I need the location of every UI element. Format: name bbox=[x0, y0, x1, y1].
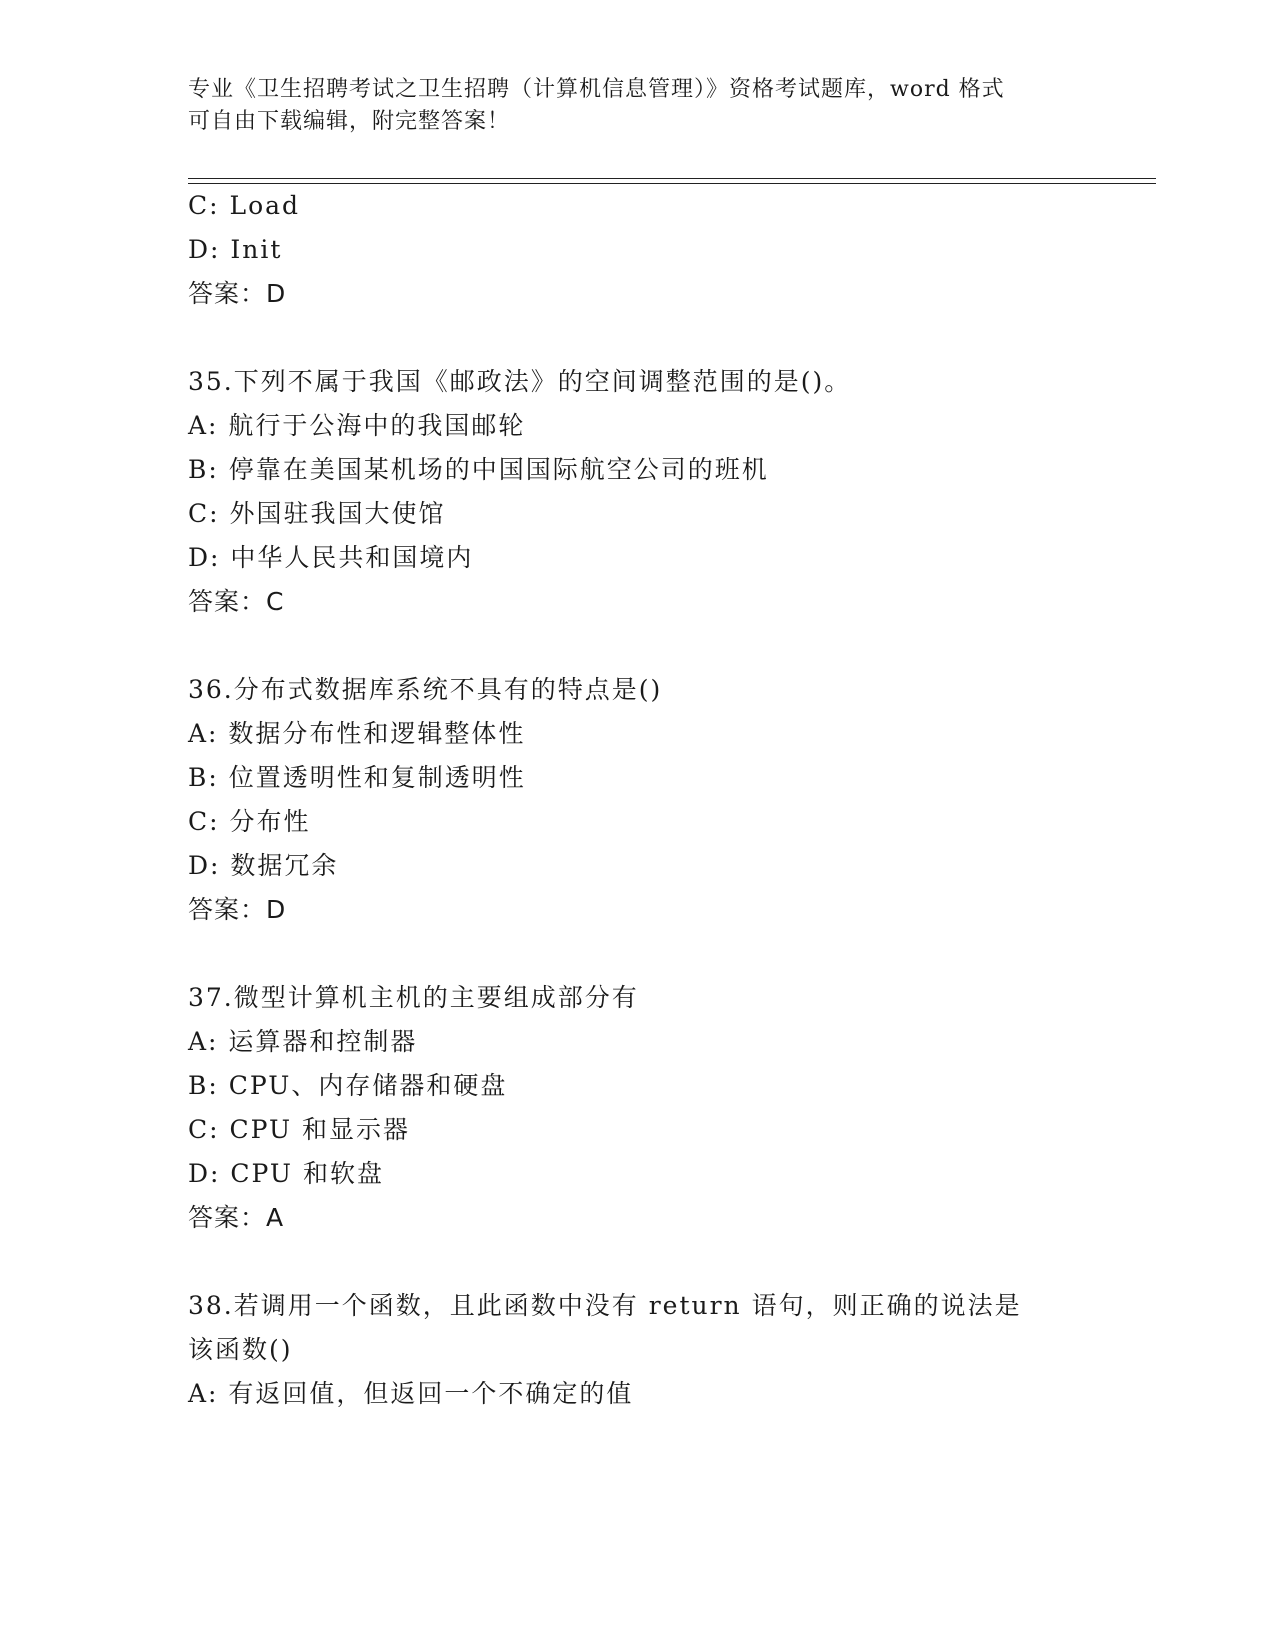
q37-option-a: A: 运算器和控制器 bbox=[188, 1027, 418, 1056]
q38-stem-line-2: 该函数() bbox=[188, 1335, 293, 1364]
q37-option-d: D: CPU 和软盘 bbox=[188, 1159, 384, 1188]
q34-answer: 答案：D bbox=[188, 279, 287, 308]
header-divider-bottom bbox=[188, 183, 1156, 184]
q38-option-a: A: 有返回值，但返回一个不确定的值 bbox=[188, 1379, 634, 1408]
q36-stem: 36.分布式数据库系统不具有的特点是() bbox=[188, 675, 663, 704]
q36-option-d: D: 数据冗余 bbox=[188, 851, 339, 880]
q35-stem: 35.下列不属于我国《邮政法》的空间调整范围的是()。 bbox=[188, 367, 852, 396]
q34-option-d: D: Init bbox=[188, 235, 283, 264]
q36-answer: 答案：D bbox=[188, 895, 287, 924]
q35-option-a: A: 航行于公海中的我国邮轮 bbox=[188, 411, 526, 440]
q37-stem: 37.微型计算机主机的主要组成部分有 bbox=[188, 983, 639, 1012]
q37-option-b: B: CPU、内存储器和硬盘 bbox=[188, 1071, 508, 1100]
q38-stem-line-1: 38.若调用一个函数，且此函数中没有 return 语句，则正确的说法是 bbox=[188, 1291, 1022, 1320]
q35-option-d: D: 中华人民共和国境内 bbox=[188, 543, 474, 572]
header-line-2: 可自由下载编辑，附完整答案！ bbox=[188, 109, 511, 134]
q35-answer: 答案：C bbox=[188, 587, 285, 616]
q35-option-b: B: 停靠在美国某机场的中国国际航空公司的班机 bbox=[188, 455, 769, 484]
q37-option-c: C: CPU 和显示器 bbox=[188, 1115, 411, 1144]
header-line-1: 专业《卫生招聘考试之卫生招聘（计算机信息管理）》资格考试题库，word 格式 bbox=[188, 77, 1005, 102]
q34-option-c: C: Load bbox=[188, 191, 301, 220]
document-header bbox=[188, 74, 1088, 138]
q37-answer: 答案：A bbox=[188, 1203, 285, 1232]
q36-option-c: C: 分布性 bbox=[188, 807, 311, 836]
q36-option-b: B: 位置透明性和复制透明性 bbox=[188, 763, 526, 792]
header-divider-top bbox=[188, 178, 1156, 179]
q36-option-a: A: 数据分布性和逻辑整体性 bbox=[188, 719, 526, 748]
q35-option-c: C: 外国驻我国大使馆 bbox=[188, 499, 446, 528]
